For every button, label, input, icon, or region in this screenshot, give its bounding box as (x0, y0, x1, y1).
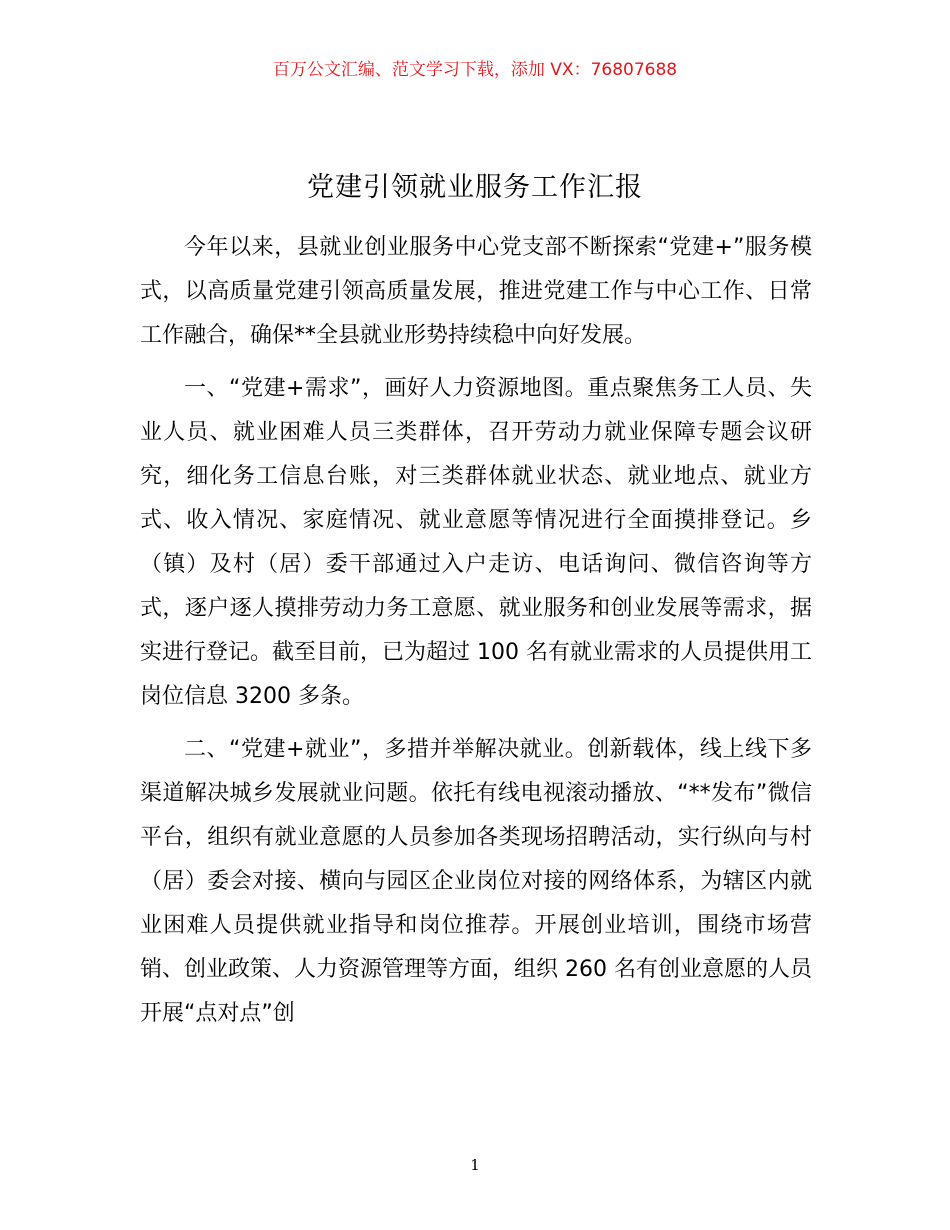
document-title: 党建引领就业服务工作汇报 (307, 172, 643, 203)
paragraph-section-1: 一、“党建+需求”，画好人力资源地图。重点聚焦务工人员、失业人员、就业困难人员三类群体，召开劳动力就业保障专题会议研究，细化务工信息台账，对三类群体就业状态、就业地点、就业方式、收入情况、家庭情况、就业意愿等情况进行全面摸排登记。乡（镇）及村（居）委干部通过入户走访、电话询问、微信咨询等方式，逐户逐人摸排劳动力务工意愿、就业服务和创业发展等需求，据实进行登记。截至目前，已为超过 100 名有就业需求的人员提供用工岗位信息 3200 多条。 (140, 376, 812, 709)
page-number: 1 (470, 1156, 480, 1174)
header-banner: 百万公文汇编、范文学习下载，添加 VX：76807688 (272, 60, 678, 80)
paragraph-section-2: 二、“党建+就业”，多措并举解决就业。创新载体，线上线下多渠道解决城乡发展就业问题。依托有线电视滚动播放、“**发布”微信平台，组织有就业意愿的人员参加各类现场招聘活动，实行纵向与村（居）委会对接、横向与园区企业岗位对接的网络体系，为辖区内就业困难人员提供就业指导和岗位推荐。开展创业培训，围绕市场营销、创业政策、人力资源管理等方面，组织 260 名有创业意愿的人员开展“点对点”创 (140, 737, 812, 1026)
document-body (140, 226, 812, 1045)
paragraph-intro: 今年以来，县就业创业服务中心党支部不断探索“党建+”服务模式，以高质量党建引领高质量发展，推进党建工作与中心工作、日常工作融合，确保**全县就业形势持续稳中向好发展。 (140, 235, 812, 348)
